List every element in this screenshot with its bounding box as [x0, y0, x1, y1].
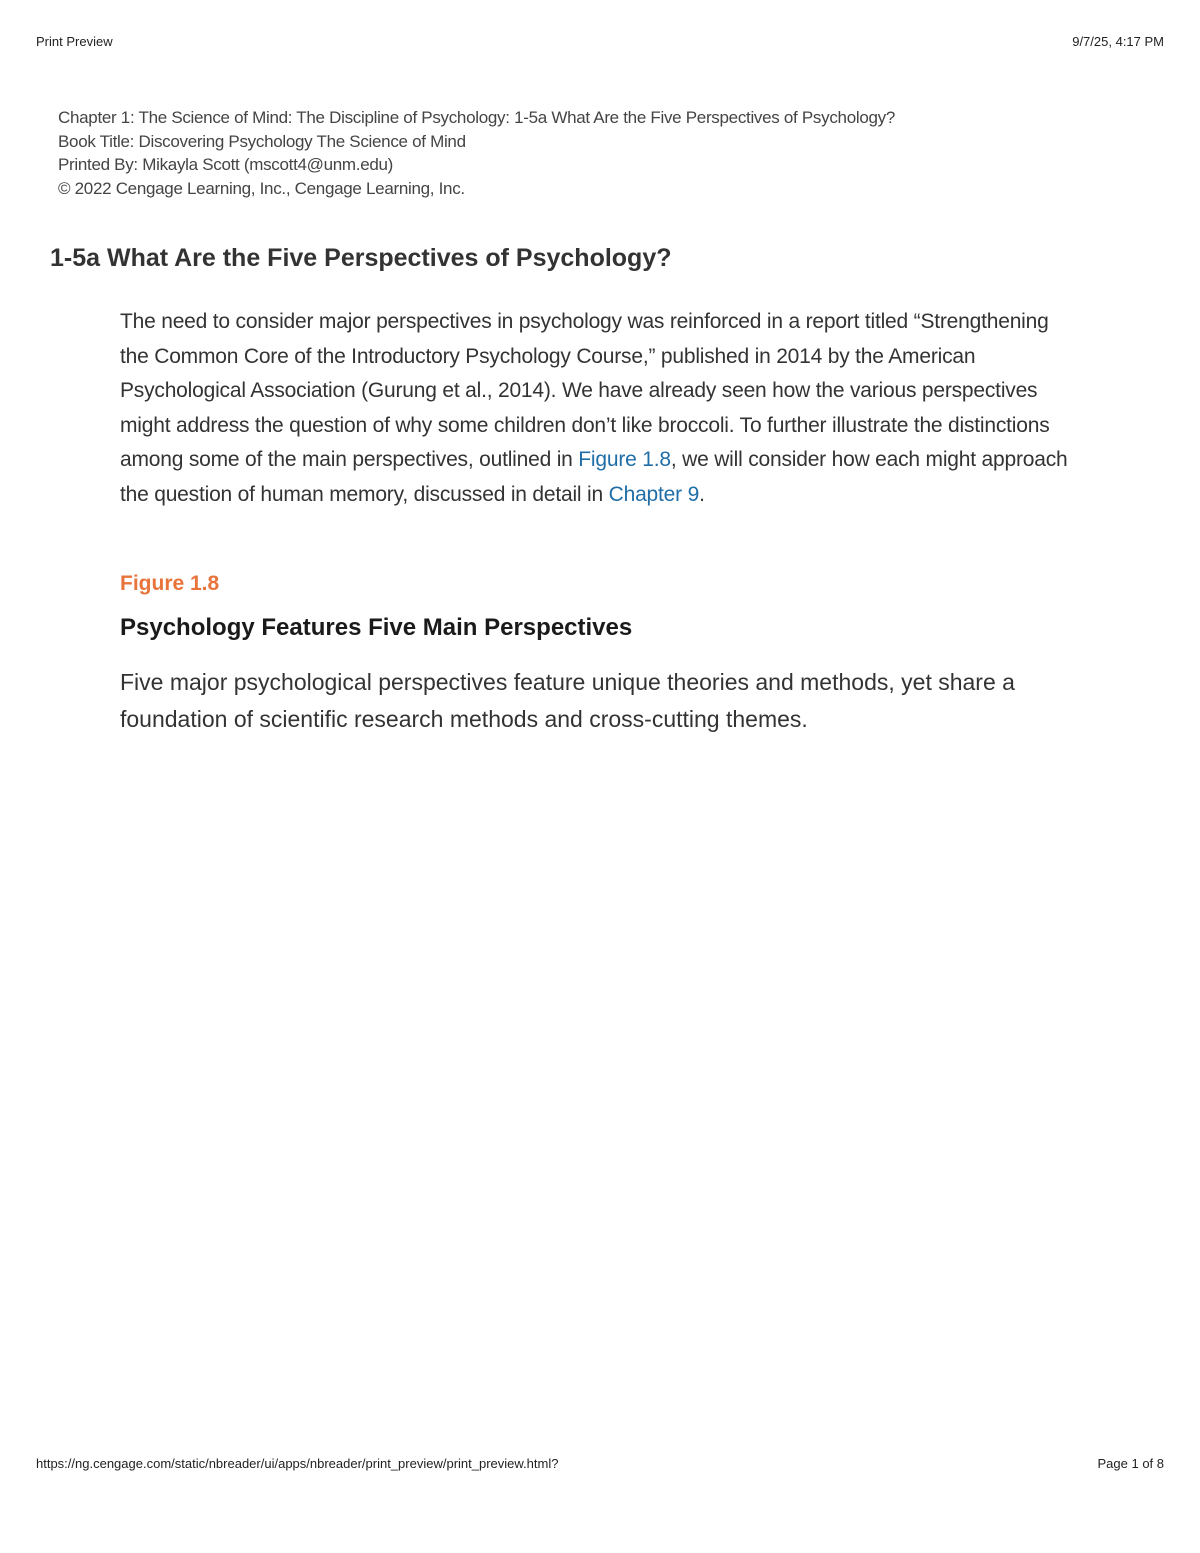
figure-title: Psychology Features Five Main Perspectives [120, 614, 633, 641]
document-meta [58, 106, 895, 200]
chapter-breadcrumb: Chapter 1: The Science of Mind: The Discipline of Psychology: 1-5a What Are the Five Perspectives of Psychology? [58, 108, 895, 127]
copyright: © 2022 Cengage Learning, Inc., Cengage Learning, Inc. [58, 178, 465, 198]
print-preview-title: Print Preview [36, 34, 113, 49]
figure-label: Figure 1.8 [120, 572, 220, 595]
print-url: https://ng.cengage.com/static/nbreader/ui/apps/nbreader/print_preview/print_preview.html? [36, 1456, 559, 1471]
print-datetime: 9/7/25, 4:17 PM [1072, 34, 1164, 49]
figure-1-8-link[interactable]: Figure 1.8 [578, 448, 671, 471]
paragraph-text: , we will consider how each might approach the question of human memory, discussed in detail in [120, 448, 1068, 506]
paragraph-text: The need to consider major perspectives in psychology was reinforced in a report titled “Strengthening the Common Core of the Introductory Psychology Course,” published in 2014 by the American Psychological Association (Gurung et al., 2014). We have already seen how the various perspectives might address the question of why some children don’t like broccoli. To further illustrate the distinctions among some of the main perspectives, outlined in [120, 310, 1050, 471]
printed-by: Printed By: Mikayla Scott (mscott4@unm.edu) [58, 155, 394, 174]
chapter-9-link[interactable]: Chapter 9 [608, 482, 700, 506]
section-heading: 1-5a What Are the Five Perspectives of Psychology? [50, 244, 672, 272]
page-number: Page 1 of 8 [1097, 1456, 1164, 1471]
body-paragraph [120, 305, 1070, 512]
paragraph-text: . [699, 482, 705, 506]
book-title: Book Title: Discovering Psychology The Science of Mind [58, 131, 466, 151]
figure-caption: Five major psychological perspectives feature unique theories and methods, yet share a foundation of scientific research methods and cross-cutting themes. [120, 669, 1015, 732]
